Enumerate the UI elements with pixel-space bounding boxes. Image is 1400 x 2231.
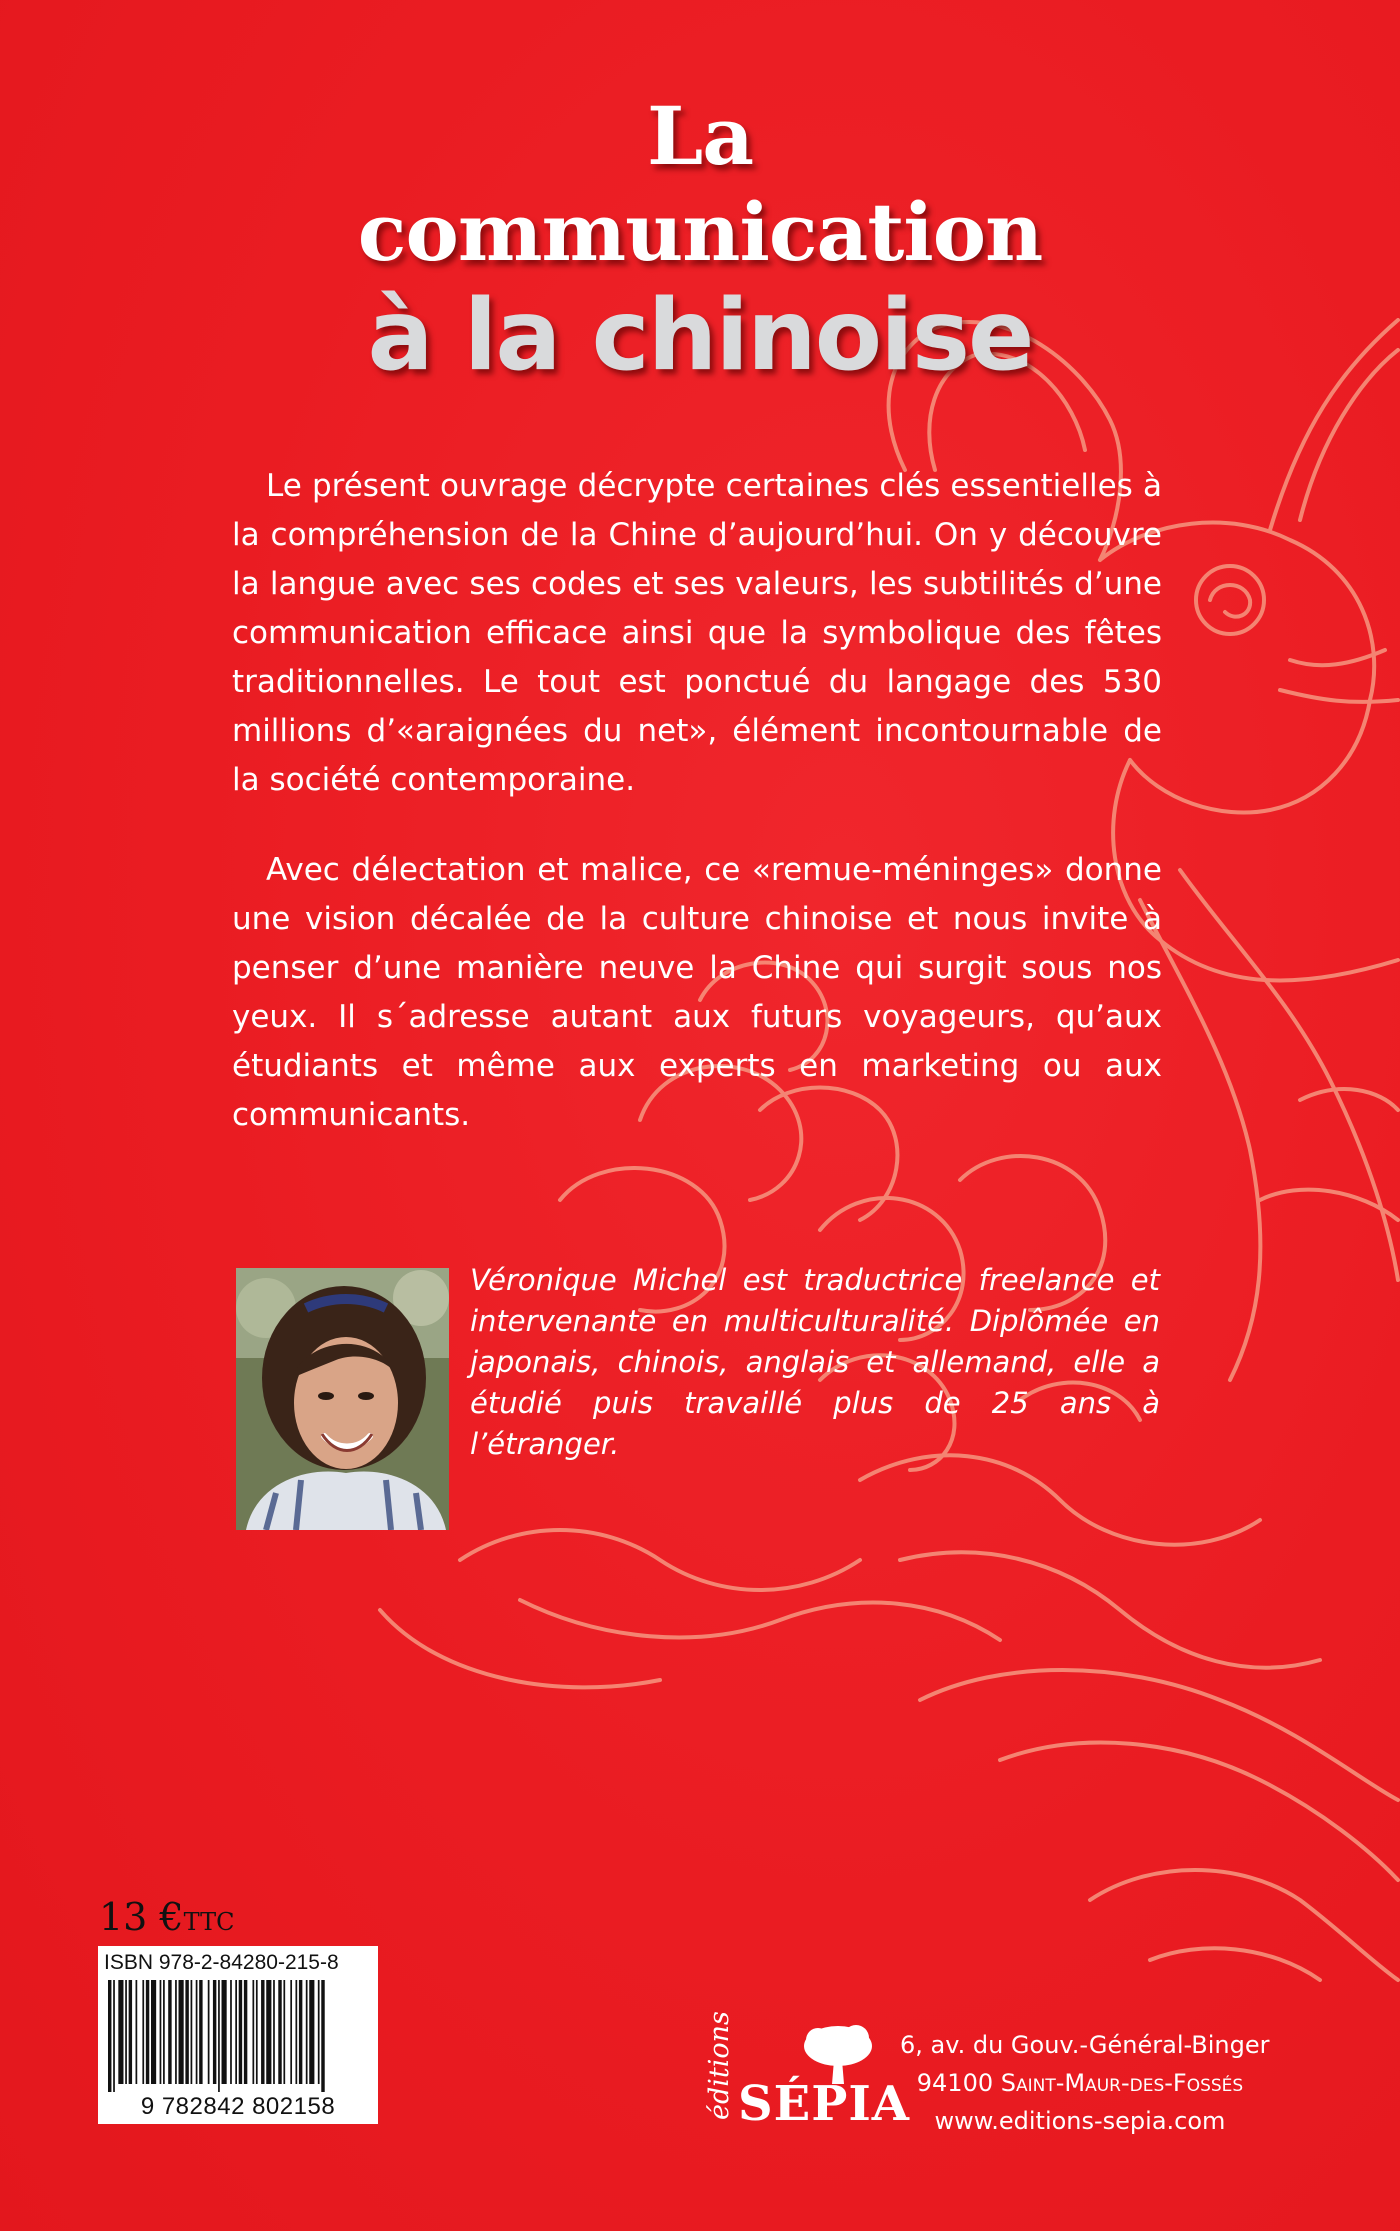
barcode-icon	[104, 1980, 372, 2092]
portrait-illustration	[236, 1268, 449, 1530]
title-line-2: à la chinoise	[367, 279, 1033, 393]
title-line-1: La communication	[357, 89, 1043, 279]
address-city: 94100 Saint-Maur-des-Fossés	[916, 2069, 1244, 2097]
book-title	[300, 88, 1100, 392]
tree-logo-icon	[798, 2024, 878, 2084]
publisher-editions-label: éditions	[704, 2011, 735, 2120]
address-street: 6, av. du Gouv.-Général-Binger	[900, 2031, 1270, 2059]
barcode-digits: 9 782842 802158	[140, 2093, 336, 2120]
isbn-label: ISBN 978-2-84280-215-8	[104, 1951, 339, 1974]
publisher-logo	[700, 2011, 911, 2142]
publisher-website[interactable]: www.editions-sepia.com	[934, 2107, 1226, 2135]
price-unit: TTC	[183, 1908, 235, 1936]
author-portrait-photo	[236, 1268, 449, 1530]
barcode-panel	[98, 1946, 378, 2124]
author-bio: Véronique Michel est traductrice freelance et intervenante en multiculturalité. Diplômée en japonais, chinois, anglais et allemand, elle a étudié puis travaillé plus de 25 ans à l’étranger.	[470, 1263, 1160, 1461]
price-amount: 13 €	[99, 1895, 184, 1939]
description-paragraph-1: Le présent ouvrage décrypte certaines clés essentielles à la compréhension de la Chine d’aujourd’hui. On y découvre la langue avec ses codes et ses valeurs, les subtilités d’une communication efficace ainsi que la symbolique des fêtes traditionnelles. Le tout est ponctué du langage des 530 millions d’«araignées du net», élément incontournable de la société contemporaine.	[232, 468, 1162, 798]
publisher-address	[900, 2026, 1270, 2140]
description-paragraph-2: Avec délectation et malice, ce «remue-méninges» donne une vision décalée de la culture chinoise et nous invite à penser d’une manière neuve la Chine qui surgit sous nos yeux. Il s´adresse autant aux futurs voyageurs, qu’aux étudiants et même aux experts en marketing ou aux communicants.	[232, 852, 1162, 1133]
price-label	[99, 1894, 234, 1945]
publisher-name: SÉPIA	[738, 2076, 911, 2132]
